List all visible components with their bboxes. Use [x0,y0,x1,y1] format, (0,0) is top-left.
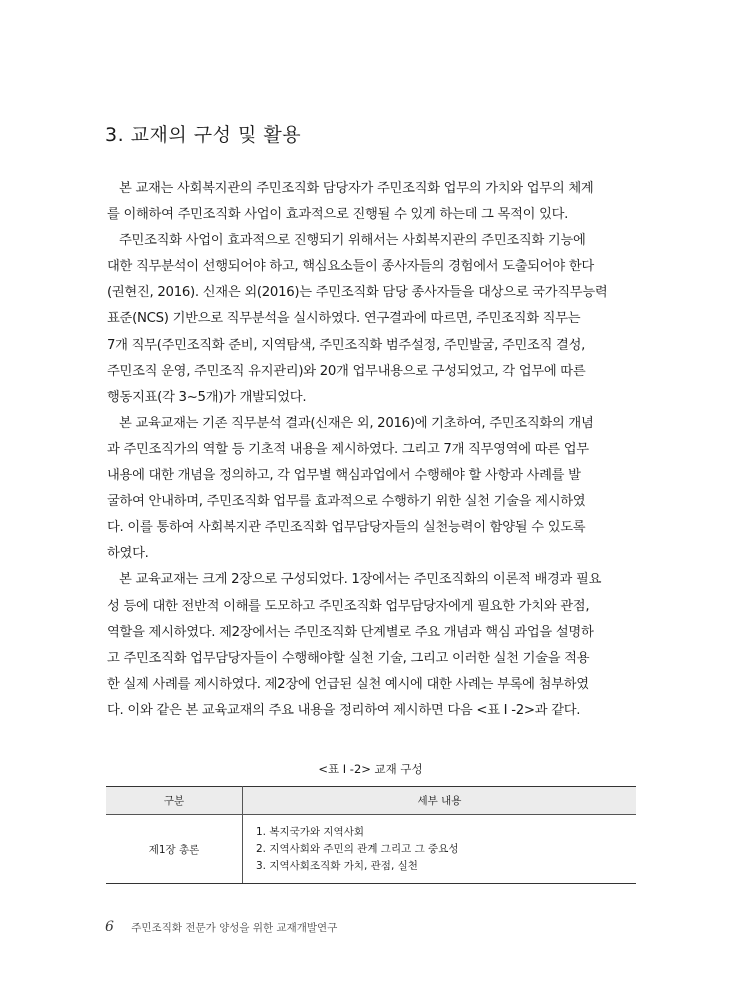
paragraph [107,411,635,568]
body-text [107,176,635,724]
table-row [106,815,636,884]
header-details: 세부 내용 [243,787,637,815]
paragraph-line: 과 주민조직가의 역할 등 기초적 내용을 제시하였다. 그리고 7개 직무영역에 따른 업무 [107,441,589,457]
detail-item: 1. 복지국가와 지역사회 [256,825,364,838]
paragraph-line: 하였다. [107,546,149,562]
paragraph-line: 고 주민조직화 업무담당자들이 수행해야할 실천 기술, 그리고 이러한 실천 기술을 적용 [107,650,590,666]
page-number: 6 [105,919,114,935]
paragraph-line: 대한 직무분석이 선행되어야 하고, 핵심요소들이 종사자들의 경험에서 도출되어야 한다 [107,259,594,275]
paragraph [107,228,635,411]
paragraph-line: 행동지표(각 3~5개)가 개발되었다. [107,389,307,405]
footer-title: 주민조직화 전문가 양성을 위한 교재개발연구 [131,922,338,934]
paragraph-line: 굴하여 안내하며, 주민조직화 업무를 효과적으로 수행하기 위한 실천 기술을 제시하였 [107,494,586,510]
page-footer [105,919,337,935]
paragraph-line: 내용에 대한 개념을 정의하고, 각 업무별 핵심과업에서 수행해야 할 사항과 사례를 발 [107,468,581,484]
paragraph [107,567,635,724]
paragraph-line: (권현진, 2016). 신재은 외(2016)는 주민조직화 담당 종사자들을 대상으로 국가직무능력 [107,285,608,301]
paragraph-line: 주민조직 운영, 주민조직 유지관리)와 20개 업무내용으로 구성되었고, 각 업무에 따른 [107,363,586,379]
paragraph-line: 역할을 제시하였다. 제2장에서는 주민조직화 단계별로 주요 개념과 핵심 과업을 설명하 [107,624,594,640]
paragraph-line: 다. 이와 같은 본 교육교재의 주요 내용을 정리하여 제시하면 다음 <표 Ⅰ -2>과 같다. [107,702,581,718]
section-heading: 3. 교재의 구성 및 활용 [105,124,302,146]
paragraph-line: 본 교육교재는 기존 직무분석 결과(신재은 외, 2016)에 기초하여, 주민조직화의 개념 [119,415,594,431]
header-category: 구분 [106,787,243,815]
paragraph-line: 성 등에 대한 전반적 이해를 도모하고 주민조직화 업무담당자에게 필요한 가치와 관점, [107,598,590,614]
detail-item: 2. 지역사회와 주민의 관계 그리고 그 중요성 [256,842,459,855]
table-caption: <표 Ⅰ -2> 교재 구성 [318,762,423,776]
paragraph-line: 를 이해하여 주민조직화 사업이 효과적으로 진행될 수 있게 하는데 그 목적이 있다. [107,207,569,223]
paragraph-line: 7개 직무(주민조직화 준비, 지역탐색, 주민조직화 범주설정, 주민발굴, 주민조직 결성, [107,337,586,353]
content-table [106,786,636,884]
paragraph-line: 본 교육교재는 크게 2장으로 구성되었다. 1장에서는 주민조직화의 이론적 배경과 필요 [119,572,602,588]
row-details [243,815,637,884]
paragraph-line: 표준(NCS) 기반으로 직무분석을 실시하였다. 연구결과에 따르면, 주민조직화 직무는 [107,311,581,327]
paragraph-line: 본 교재는 사회복지관의 주민조직화 담당자가 주민조직화 업무의 가치와 업무의 체계 [119,181,594,196]
row-category: 제1장 총론 [106,815,243,884]
paragraph-line: 주민조직화 사업이 효과적으로 진행되기 위해서는 사회복지관의 주민조직화 기능에 [119,233,586,249]
paragraph-line: 다. 이를 통하여 사회복지관 주민조직화 업무담당자들의 실천능력이 함양될 수 있도록 [107,520,586,536]
detail-item: 3. 지역사회조직화 가치, 관점, 실천 [256,859,418,872]
paragraph [107,176,635,228]
table-header-row [106,787,636,815]
paragraph-line: 한 실제 사례를 제시하였다. 제2장에 언급된 실천 예시에 대한 사례는 부록에 첨부하였 [107,676,589,692]
